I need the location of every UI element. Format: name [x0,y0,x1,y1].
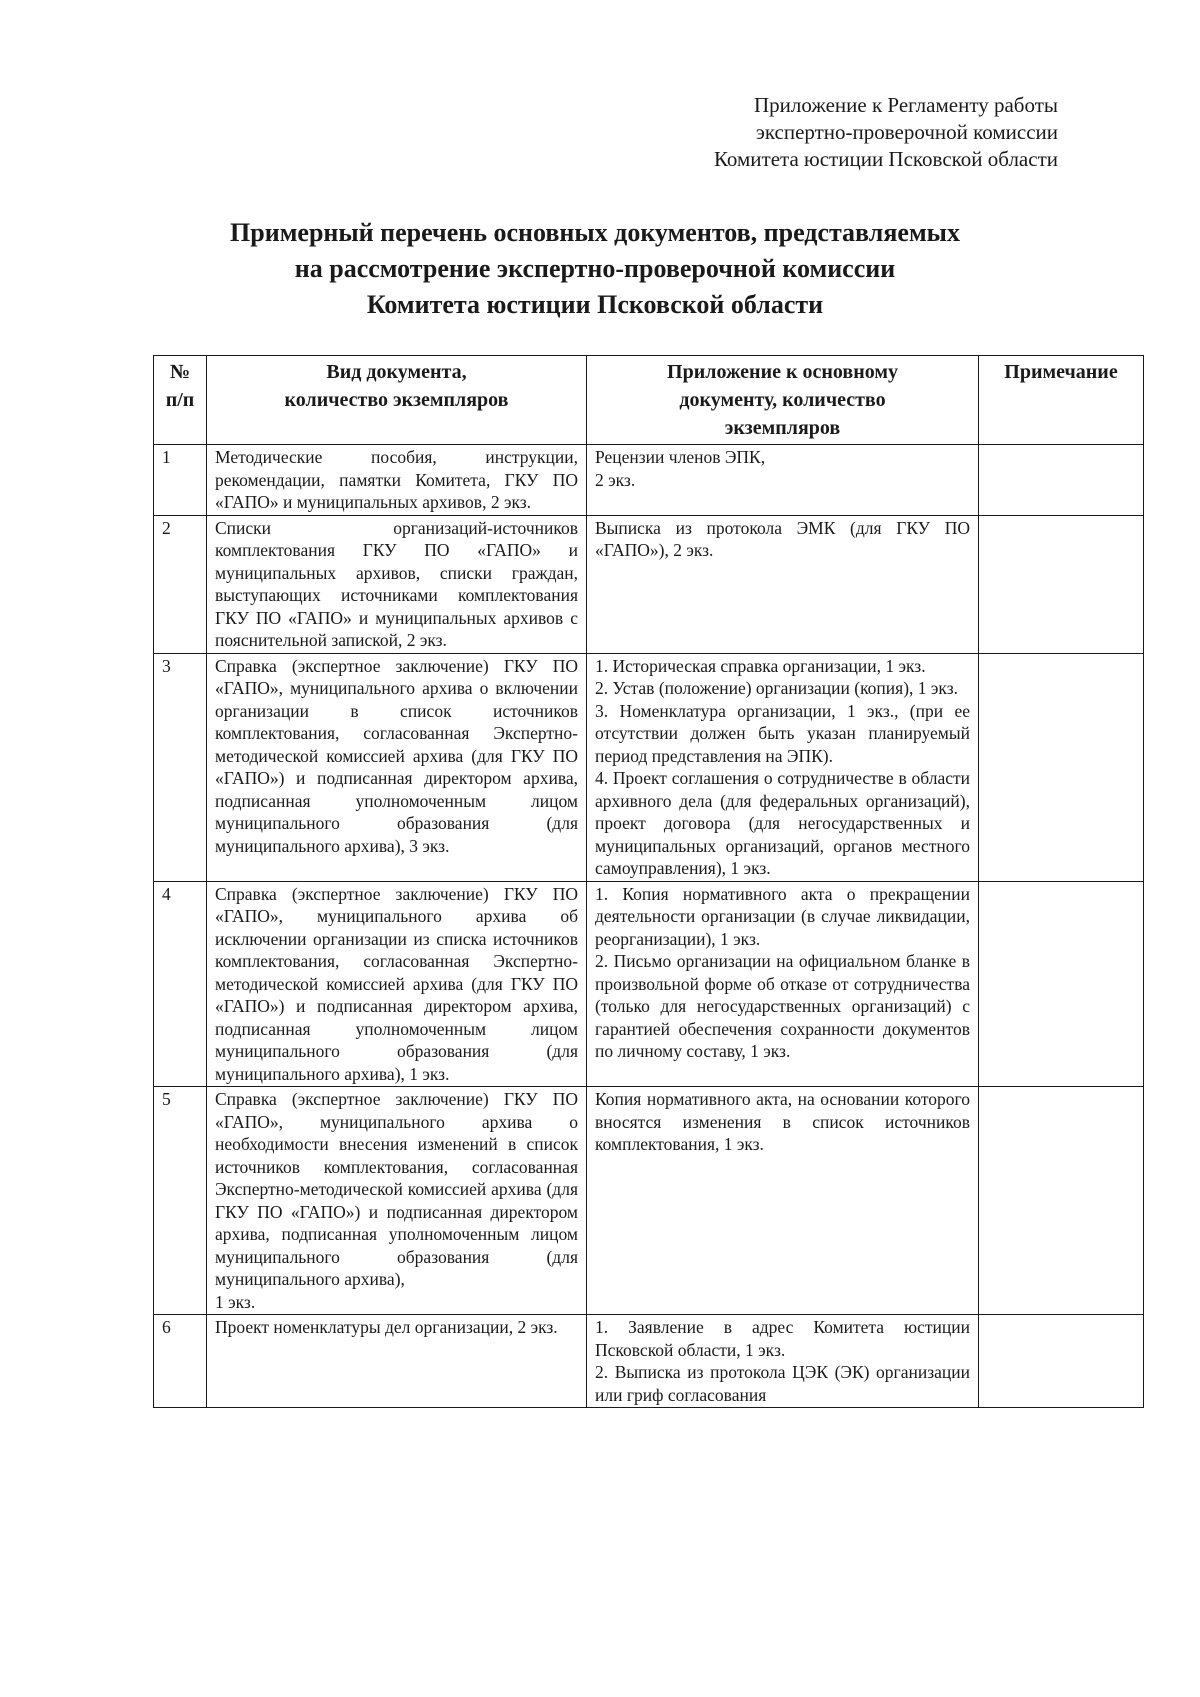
row-number: 6 [154,1315,207,1408]
row-document: Проект номенклатуры дел организации, 2 экз. [207,1315,587,1408]
table-row [154,881,1144,1087]
row-note [979,1315,1144,1408]
table-header-row [154,356,1144,445]
row-attachment: 1. Копия нормативного акта о прекращении деятельности организации (в случае ликвидации, реорганизации), 1 экз. 2. Письмо организации на официальном бланке в произвольной форме об отказе от сотрудничества (только для негосударственных организаций) с гарантией обеспечения сохранности документов по личному составу, 1 экз. [587,881,979,1087]
row-number: 5 [154,1087,207,1315]
row-number: 4 [154,881,207,1087]
row-number: 1 [154,445,207,516]
header-line: Комитета юстиции Псковской области [713,147,1058,171]
row-number: 3 [154,653,207,881]
row-document: Справка (экспертное заключение) ГКУ ПО «ГАПО», муниципального архива об исключении организации из списка источников комплектования, согласованная Экспертно-методической комиссией архива (для ГКУ ПО «ГАПО») и подписанная директором архива, подписанная уполномоченным лицом муниципального образования (для муниципального архива), 1 экз. [207,881,587,1087]
row-attachment: 1. Заявление в адрес Комитета юстиции Псковской области, 1 экз. 2. Выписка из протокола ЦЭК (ЭК) организации или гриф согласования [587,1315,979,1408]
table-row [154,1087,1144,1315]
row-attachment: Копия нормативного акта, на основании которого вносятся изменения в список источников комплектования, 1 экз. [587,1087,979,1315]
row-document: Справка (экспертное заключение) ГКУ ПО «ГАПО», муниципального архива о включении организации в список источников комплектования, согласованная Экспертно-методической комиссией архива (для ГКУ ПО «ГАПО») и подписанная директором архива, подписанная уполномоченным лицом муниципального образования (для муниципального архива), 3 экз. [207,653,587,881]
documents-table [153,355,1144,1408]
row-note [979,445,1144,516]
document-header [538,92,1058,173]
row-document: Методические пособия, инструкции, рекомендации, памятки Комитета, ГКУ ПО «ГАПО» и муниципальных архивов, 2 экз. [207,445,587,516]
table-row [154,445,1144,516]
row-note [979,881,1144,1087]
row-attachment: Рецензии членов ЭПК, 2 экз. [587,445,979,516]
title-line: Примерный перечень основных документов, представляемых [230,218,960,247]
table-row [154,1315,1144,1408]
header-note: Примечание [979,356,1144,445]
row-note [979,515,1144,653]
title-line: Комитета юстиции Псковской области [366,290,824,319]
row-document: Списки организаций-источников комплектования ГКУ ПО «ГАПО» и муниципальных архивов, списки граждан, выступающих источниками комплектования ГКУ ПО «ГАПО» и муниципальных архивов с пояснительной запиской, 2 экз. [207,515,587,653]
header-line: Приложение к Регламенту работы [754,93,1058,117]
header-attachment: Приложение к основному документу, количество экземпляров [587,356,979,445]
header-document-type: Вид документа, количество экземпляров [207,356,587,445]
title-line: на рассмотрение экспертно-проверочной комиссии [294,254,896,283]
row-attachment: Выписка из протокола ЭМК (для ГКУ ПО «ГАПО»), 2 экз. [587,515,979,653]
row-number: 2 [154,515,207,653]
header-line: экспертно-проверочной комиссии [755,120,1058,144]
row-attachment: 1. Историческая справка организации, 1 экз. 2. Устав (положение) организации (копия), 1 экз. 3. Номенклатура организации, 1 экз., (при ее отсутствии должен быть указан планируемый период представления на ЭПК). 4. Проект соглашения о сотрудничестве в области архивного дела (для федеральных организаций), проект договора (для негосударственных и муниципальных организаций, органов местного самоуправления), 1 экз. [587,653,979,881]
header-number: № п/п [154,356,207,445]
document-title [150,215,1040,323]
table-row [154,653,1144,881]
row-note [979,653,1144,881]
row-document: Справка (экспертное заключение) ГКУ ПО «ГАПО», муниципального архива о необходимости внесения изменений в список источников комплектования, согласованная Экспертно-методической комиссией архива (для ГКУ ПО «ГАПО») и подписанная директором архива, подписанная уполномоченным лицом муниципального образования (для муниципального архива), 1 экз. [207,1087,587,1315]
table-row [154,515,1144,653]
row-note [979,1087,1144,1315]
